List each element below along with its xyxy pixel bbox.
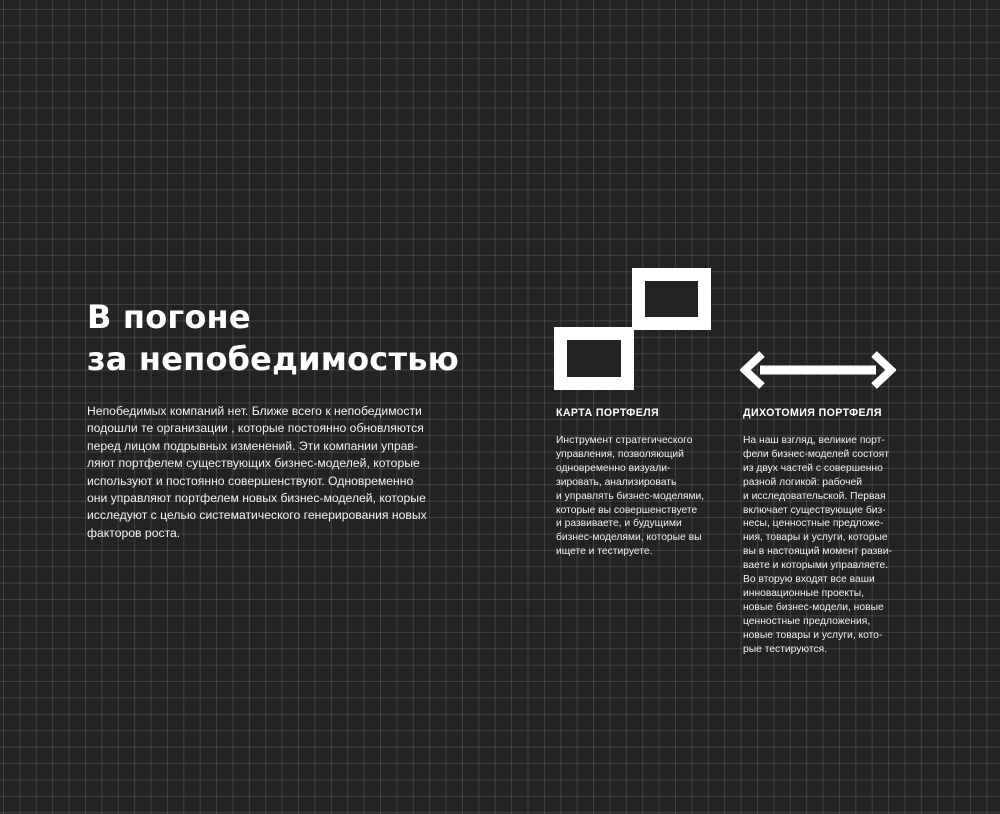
intro-line: ляют портфелем существующих бизнес-моделей, которые bbox=[87, 456, 420, 471]
portfolio-dichotomy-description bbox=[743, 434, 892, 657]
intro-line: они управляют портфелем новых бизнес-моделей, которые bbox=[87, 491, 426, 506]
portfolio-dichotomy-heading: ДИХОТОМИЯ ПОРТФЕЛЯ bbox=[743, 407, 882, 419]
intro-line: подошли те организации , которые постоянно обновляются bbox=[87, 421, 424, 436]
text-line: вы в настоящий момент разви- bbox=[743, 546, 892, 558]
text-line: инновационные проекты, bbox=[743, 587, 865, 599]
text-line: ния, товары и услуги, которые bbox=[743, 532, 888, 544]
text-line: фели бизнес-моделей состоят bbox=[743, 448, 889, 460]
intro-line: Непобедимых компаний нет. Ближе всего к непобедимости bbox=[87, 404, 422, 418]
text-line: одновременно визуали- bbox=[556, 462, 671, 474]
two-frames-icon bbox=[554, 268, 714, 390]
text-line: зировать, анализировать bbox=[556, 476, 677, 488]
double-arrow-icon bbox=[740, 350, 896, 390]
intro-line: исследуют с целью систематического генерирования новых bbox=[87, 508, 427, 523]
text-line: новые товары и услуги, кото- bbox=[743, 629, 883, 641]
text-line: и исследовательской. Первая bbox=[743, 490, 886, 502]
portfolio-map-heading: КАРТА ПОРТФЕЛЯ bbox=[556, 407, 660, 419]
page-title bbox=[87, 296, 459, 380]
text-line: разной логикой: рабочей bbox=[743, 476, 862, 488]
intro-line: факторов роста. bbox=[87, 525, 181, 540]
text-line: управления, позволяющий bbox=[556, 448, 684, 460]
text-line: ищете и тестируете. bbox=[556, 546, 653, 558]
text-line: На наш взгляд, великие порт- bbox=[743, 435, 885, 446]
text-line: которые вы совершенствуете bbox=[556, 504, 698, 516]
intro-line: используют и постоянно совершенствуют. Одновременно bbox=[87, 473, 414, 488]
text-line: ваете и которыми управляете. bbox=[743, 560, 889, 572]
portfolio-map-description bbox=[556, 434, 704, 559]
intro-line: перед лицом подрывных изменений. Эти компании управ- bbox=[87, 438, 418, 453]
text-line: и управлять бизнес-моделями, bbox=[556, 490, 705, 502]
text-line: ценностные предложения, bbox=[743, 615, 871, 627]
text-line: и развиваете, и будущими bbox=[556, 518, 682, 530]
title-line: В погоне bbox=[87, 298, 251, 336]
text-line: включает существующие биз- bbox=[743, 504, 886, 516]
text-line: несы, ценностные предложе- bbox=[743, 518, 884, 530]
text-line: из двух частей с совершенно bbox=[743, 462, 883, 474]
text-line: бизнес-моделями, которые вы bbox=[556, 532, 702, 544]
intro-paragraph bbox=[87, 403, 467, 542]
text-line: Инструмент стратегического bbox=[556, 435, 693, 446]
text-line: Во вторую входят все ваши bbox=[743, 574, 875, 586]
text-line: новые бизнес-модели, новые bbox=[743, 601, 884, 613]
text-line: рые тестируются. bbox=[743, 643, 828, 655]
title-line: за непобедимостью bbox=[87, 340, 459, 378]
